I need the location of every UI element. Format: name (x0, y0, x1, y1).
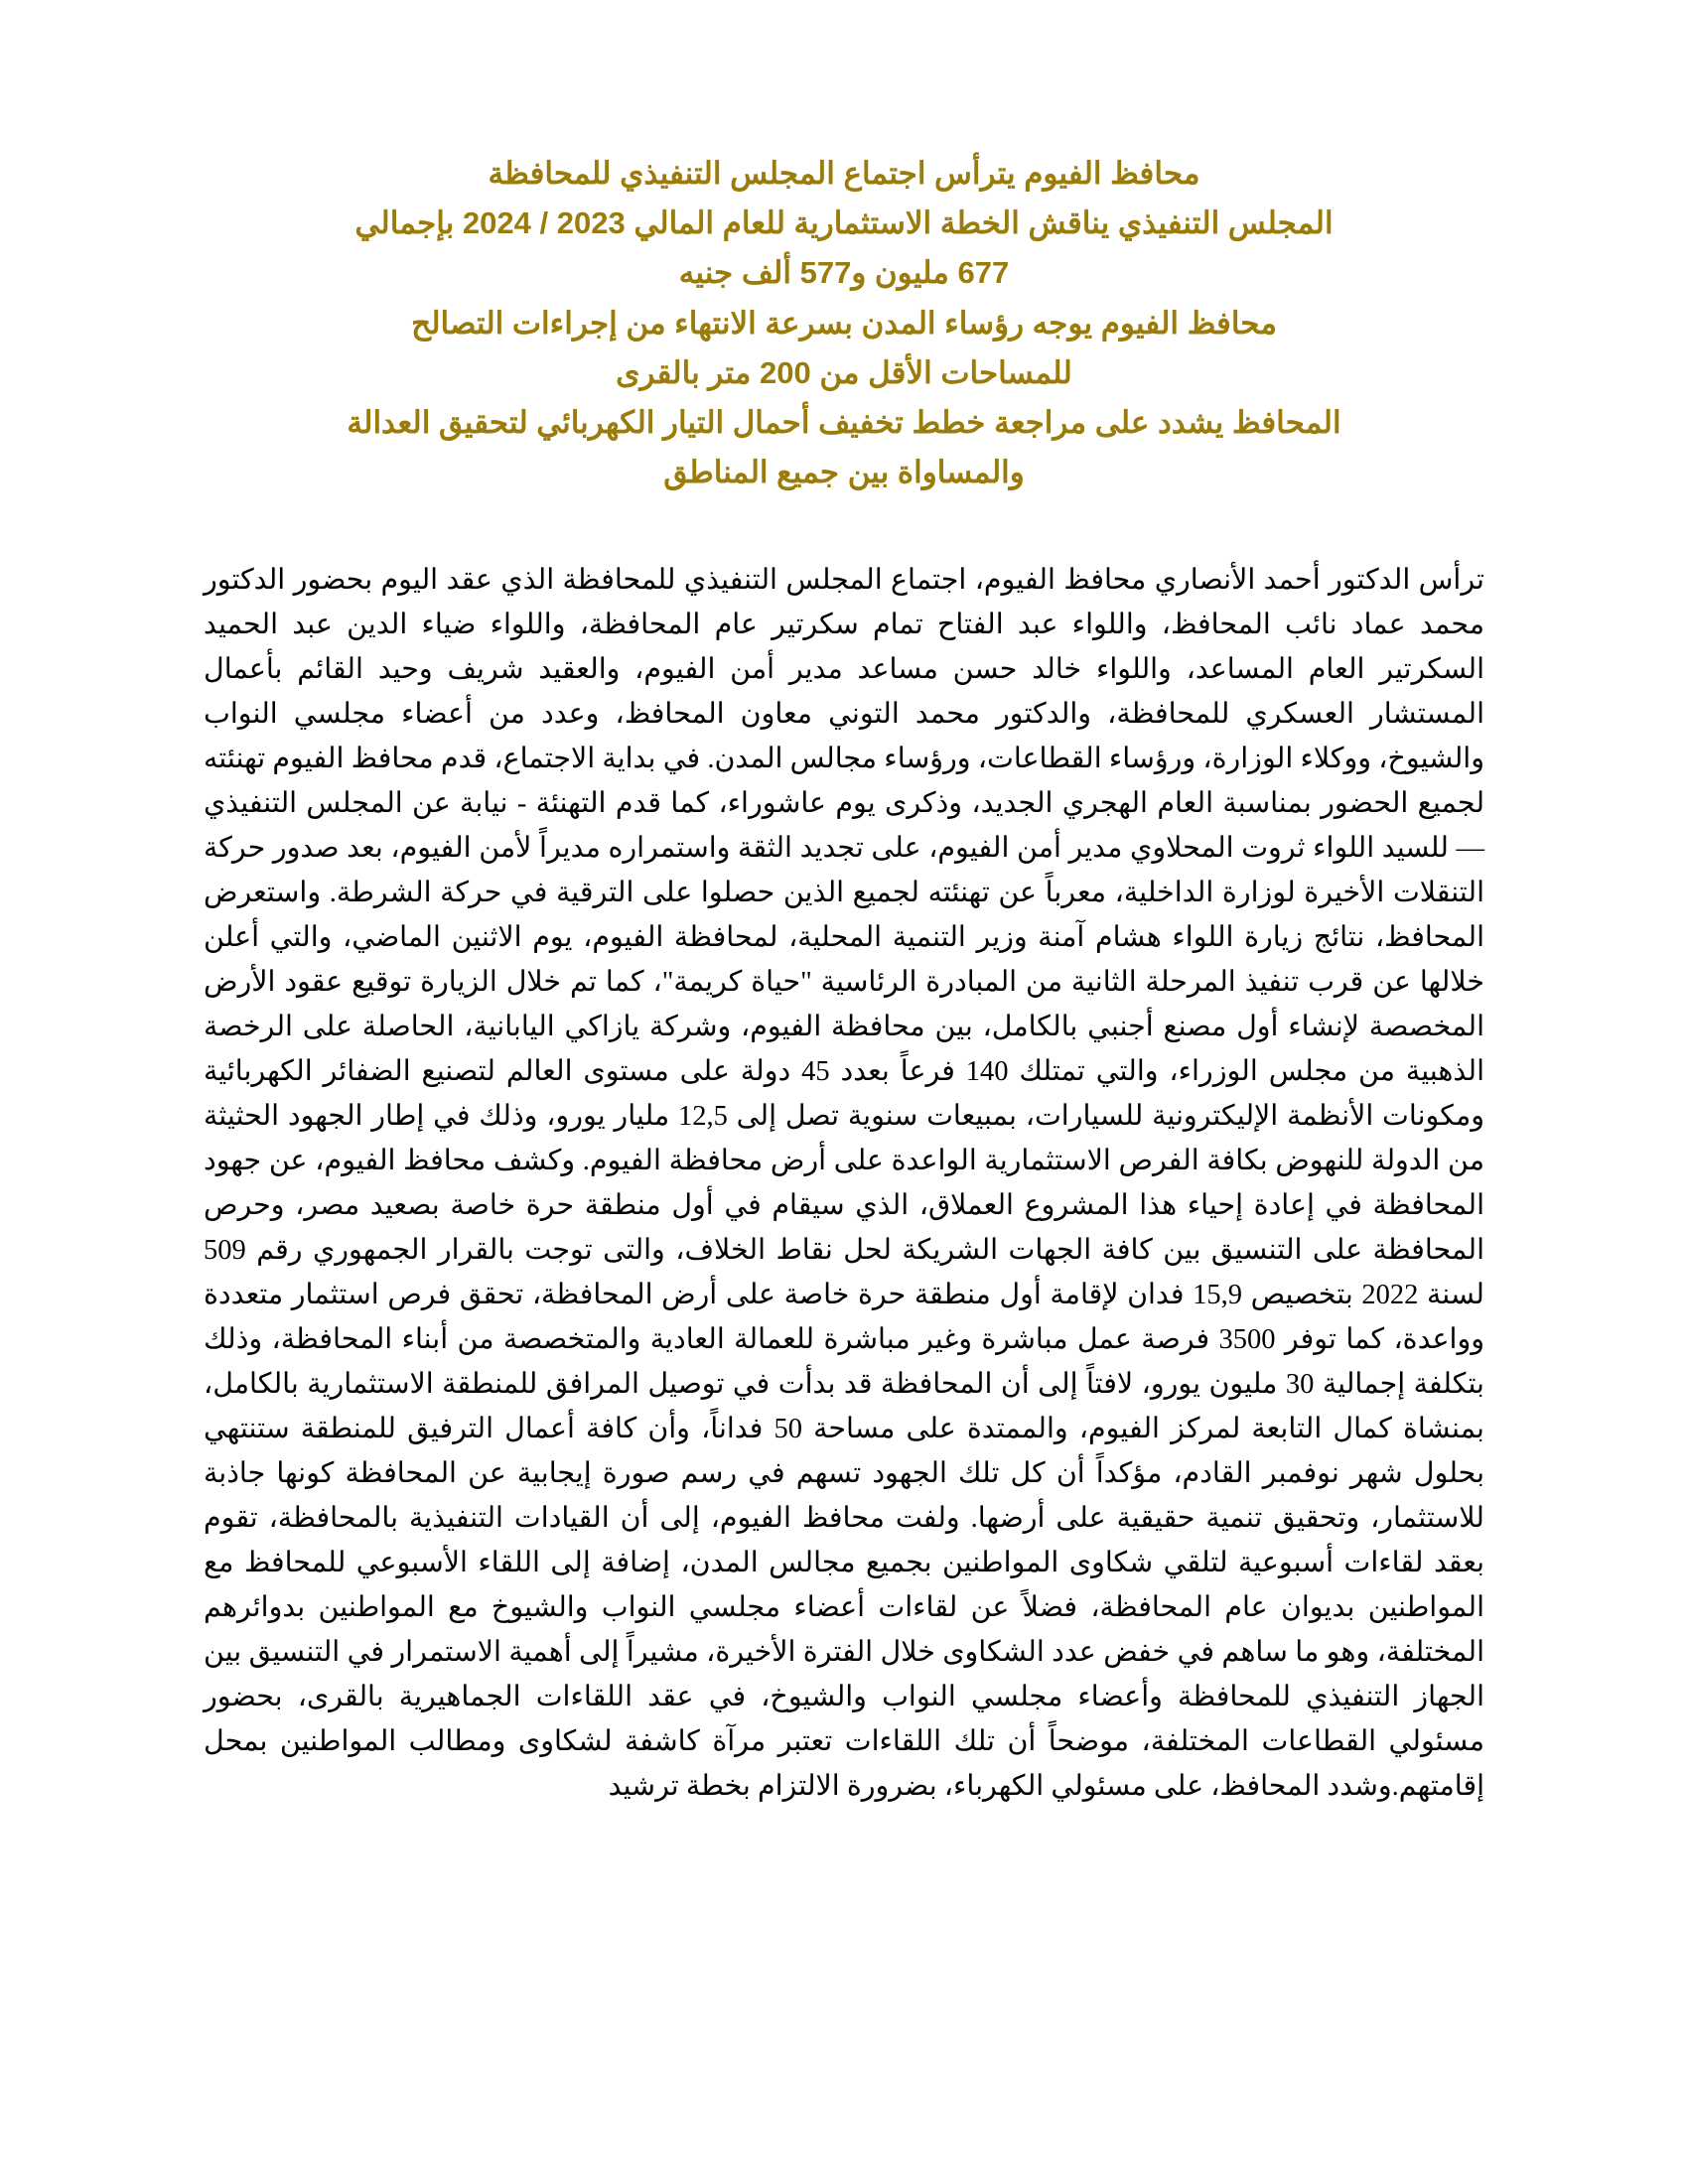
headline-line-6: المحافظ يشدد على مراجعة خطط تخفيف أحمال التيار الكهربائي لتحقيق العدالة (347, 405, 1341, 441)
headline-line-1: محافظ الفيوم يترأس اجتماع المجلس التنفيذي للمحافظة (488, 156, 1200, 191)
headline-line-3: 677 مليون و577 ألف جنيه (678, 255, 1010, 291)
headline-line-5: للمساحات الأقل من 200 متر بالقرى (616, 354, 1072, 390)
headline-line-4: محافظ الفيوم يوجه رؤساء المدن بسرعة الانتهاء من إجراءات التصالح (411, 305, 1277, 341)
body-paragraph: ترأس الدكتور أحمد الأنصاري محافظ الفيوم، اجتماع المجلس التنفيذي للمحافظة الذي عقد اليوم بحضور الدكتور محمد عماد نائب المحافظ، واللواء عبد الفتاح تمام سكرتير عام المحافظة، واللواء ضياء الدين عبد الحميد السكرتير العام المساعد، واللواء خالد حسن مساعد مدير أمن الفيوم، والعقيد شريف وحيد القائم بأعمال المستشار العسكري للمحافظة، والدكتور محمد التوني معاون المحافظ، وعدد من أعضاء مجلسي النواب والشيوخ، ووكلاء الوزارة، ورؤساء القطاعات، ورؤساء مجالس المدن. في بداية الاجتماع، قدم محافظ الفيوم تهنئته لجميع الحضور بمناسبة العام الهجري الجديد، وذكرى يوم عاشوراء، كما قدم التهنئة - نيابة عن المجلس التنفيذي — للسيد اللواء ثروت المحلاوي مدير أمن الفيوم، على تجديد الثقة واستمراره مديراً لأمن الفيوم، بعد صدور حركة التنقلات الأخيرة لوزارة الداخلية، معرباً عن تهنئته لجميع الذين حصلوا على الترقية في حركة الشرطة. واستعرض المحافظ، نتائج زيارة اللواء هشام آمنة وزير التنمية المحلية، لمحافظة الفيوم، يوم الاثنين الماضي، والتي أعلن خلالها عن قرب تنفيذ المرحلة الثانية من المبادرة الرئاسية "حياة كريمة"، كما تم خلال الزيارة توقيع عقود الأرض المخصصة لإنشاء أول مصنع أجنبي بالكامل، بين محافظة الفيوم، وشركة يازاكي اليابانية، الحاصلة على الرخصة الذهبية من مجلس الوزراء، والتي تمتلك 140 فرعاً بعدد 45 دولة على مستوى العالم لتصنيع الضفائر الكهربائية ومكونات الأنظمة الإليكترونية للسيارات، بمبيعات سنوية تصل إلى 12,5 مليار يورو، وذلك في إطار الجهود الحثيثة من الدولة للنهوض بكافة الفرص الاستثمارية الواعدة على أرض محافظة الفيوم. وكشف محافظ الفيوم، عن جهود المحافظة في إعادة إحياء هذا المشروع العملاق، الذي سيقام في أول منطقة حرة خاصة بصعيد مصر، وحرص المحافظة على التنسيق بين كافة الجهات الشريكة لحل نقاط الخلاف، والتى توجت بالقرار الجمهوري رقم 509 لسنة 2022 بتخصيص 15,9 فدان لإقامة أول منطقة حرة خاصة على أرض المحافظة، تحقق فرص استثمار متعددة وواعدة، كما توفر 3500 فرصة عمل مباشرة وغير مباشرة للعمالة العادية والمتخصصة من أبناء المحافظة، وذلك بتكلفة إجمالية 30 مليون يورو، لافتاً إلى أن المحافظة قد بدأت في توصيل المرافق للمنطقة الاستثمارية بالكامل، بمنشاة كمال التابعة لمركز الفيوم، والممتدة على مساحة 50 فداناً، وأن كافة أعمال الترفيق للمنطقة ستنتهي بحلول شهر نوفمبر القادم، مؤكداً أن كل تلك الجهود تسهم في رسم صورة إيجابية عن المحافظة كونها جاذبة للاستثمار، وتحقيق تنمية حقيقية على أرضها. ولفت محافظ الفيوم، إلى أن القيادات التنفيذية بالمحافظة، تقوم بعقد لقاءات أسبوعية لتلقي شكاوى المواطنين بجميع مجالس المدن، إضافة إلى اللقاء الأسبوعي للمحافظ مع المواطنين بديوان عام المحافظة، فضلاً عن لقاءات أعضاء مجلسي النواب والشيوخ مع المواطنين بدوائرهم المختلفة، وهو ما ساهم في خفض عدد الشكاوى خلال الفترة الأخيرة، مشيراً إلى أهمية الاستمرار في التنسيق بين الجهاز التنفيذي للمحافظة وأعضاء مجلسي النواب والشيوخ، في عقد اللقاءات الجماهيرية بالقرى، بحضور مسئولي القطاعات المختلفة، موضحاً أن تلك اللقاءات تعتبر مرآة كاشفة لشكاوى ومطالب المواطنين بمحل إقامتهم.وشدد المحافظ، على مسئولي الكهرباء، بضرورة الالتزام بخطة ترشيد (204, 564, 1484, 1802)
headline-line-2: المجلس التنفيذي يناقش الخطة الاستثمارية للعام المالي 2023 / 2024 بإجمالي (354, 205, 1334, 241)
document-body (204, 558, 1484, 1809)
document-headline (204, 149, 1484, 498)
headline-line-7: والمساواة بين جميع المناطق (663, 455, 1025, 490)
